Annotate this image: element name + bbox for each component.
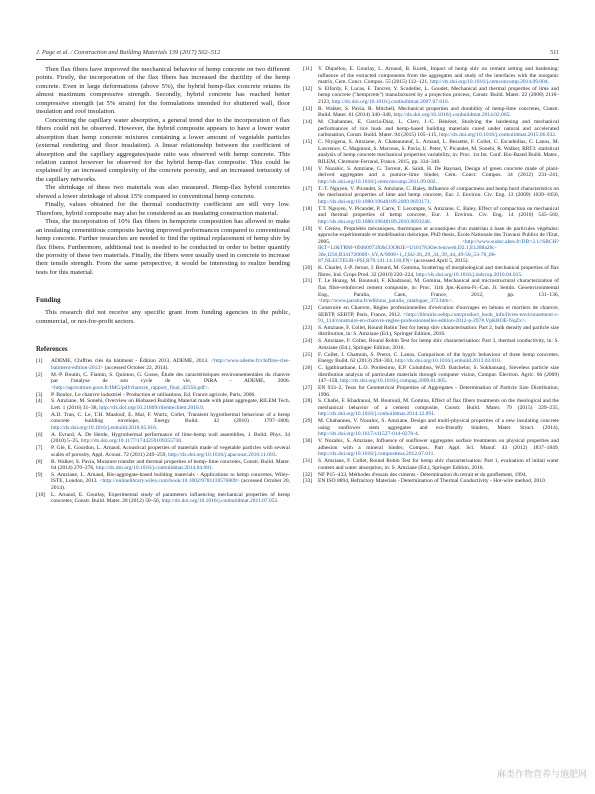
reference-item (303, 206, 559, 226)
body-paragraph: Then flax fibers have improved the mechanical behavior of hemp concrete on two different points. Firstly, the incorporation of the flax fibers has increased the ductility of the hemp concrete. Even in large deformations (above 5%), the hybrid hemp-flax concrete retains its almost maximum compressive strength. Secondly, hybrid concrete has reached better compressive strength (at 5% strain) for the formulations intended for shuttered wall, floor insulation and roof insulation. (36, 66, 290, 116)
reference-link[interactable]: http://dx.doi.org/10.1016/j.enbuild.2010.05.016 (51, 424, 156, 431)
reference-text: Construire en Chanvre, Règles professionnelles d'exécution d'ouvrages en bétons et mortiers de chanvre, SEBTP, SEBTP, Paris, France, 2012. (318, 304, 559, 318)
reference-link[interactable]: http://dx.doi.org/10.1016/j.enbuild.2013.03.010 (395, 358, 500, 365)
reference-text: M. Chabannes, V. Nozahic, S. Amziane, Design and multi-physical properties of a new insulating concrete using sunflower stem aggregates and eco-friendly binders, Mater. Struct. (2014), (318, 418, 559, 431)
reference-link[interactable]: <http://www.ademe.fr/chiffres-cles-batiment-edition-2013> (51, 358, 290, 371)
reference-number: [30] (303, 438, 313, 445)
reference-item (36, 412, 290, 432)
reference-tail: . (451, 298, 454, 305)
reference-tail: . (447, 99, 449, 106)
reference-tail: . (275, 451, 277, 458)
funding-text: This research did not receive any specific grant from funding agencies in the public, commercial, or not-for-profit sectors. (36, 309, 290, 325)
reference-item (303, 186, 559, 206)
reference-link[interactable]: http://dx.doi.org/10.1016/j.cemconcomp.2014.09.004 (429, 79, 548, 86)
watermark: 麻类作物营养与施肥网 (496, 770, 587, 780)
reference-tail: . (499, 358, 502, 365)
reference-link[interactable]: http://dx.doi.org/10.1016/j.compositesa.2012.07.011 (318, 451, 434, 458)
reference-text: C. Igathinathane, L.O. Pordesimo, E.P. Columbus, W.D. Batchelor, S. Sokhansanj, Sieveless particle size distribution analysis of particulate materials through computer vision, Comput. Electron. Agric. 66 (2009) 147–158, (318, 365, 559, 385)
reference-item (303, 365, 559, 385)
reference-tail: . (155, 424, 158, 431)
reference-number: [19] (303, 225, 313, 232)
reference-link[interactable]: http://dx.doi.org/10.1016/j.conbuildmat.2011.07.052 (161, 498, 278, 505)
reference-text: T.-T. Nguyen, V. Picandet, S. Amziane, C. Baley, Influence of compactness and hemp hurd characteristics on the mechanical properties of lime and hemp concrete, Eur. J. Environ. Civ. Eng. 13 (2009) 1039–1050, (318, 185, 559, 199)
reference-tail: (accessed October 22, 2014). (103, 364, 169, 371)
reference-text: M. Chabannes, E. Garcia-Diaz, L. Clerc, J.-C. Bénézet, Studying the hardening and mechanical performances of rice husk and hemp-based building materials cured under natural and accelerated carbonation, Constr. Build. Mater. 94 (2015) 105–115, (318, 119, 559, 139)
reference-item (303, 418, 559, 438)
reference-number: [2] (36, 371, 43, 378)
body-paragraph: Finally, values obtained for the thermal conductivity coefficient are still very low. Therefore, hybrid composite may also be considered as an insulating construction material. (36, 201, 290, 217)
reference-link[interactable]: <http://www.sudoc.abes.fr/DB=2.1//SRCH?IKT=12&TRM=09460973X&COOKIE=U10178,Klecteurweb,D2.1,E1288a28c-30e,I250,B341720000+,SY,A/9008+1,,J,H2-26,,29,,34,,39,,44,,49-50,,53-78,,80-87,NLECTEUR+PSI,R79.141.14.118,FN> (318, 238, 559, 265)
reference-text: C. Niyigena, S. Amziane, A. Chateauneuf, L. Arnaud, L. Bessette, F. Collet, C. Escadeillas, C. Lanos, M. Lawrence, C. Magniont, S. Marceau, S. Pavia, U. Peter, V. Picandet, M. Sonebi, R. Walker, RRT3: statistical analysis of hemp concrete mechanical properties variability, in: Proc. 1st Int. Conf. Bio-Based Build. Mater., RILEM, Clermont-Ferrand, France, 2015, pp. 334–340. (318, 139, 559, 165)
reference-item (303, 398, 559, 418)
reference-text: F. Collet, J. Chamoin, S. Pretot, C. Lanos, Comparison of the hygric behaviour of three hemp concretes, Energy Build. 62 (2013) 294–303, (318, 351, 559, 365)
reference-item (303, 278, 559, 304)
reference-link[interactable]: http://dx.doi.org/10.1016/j.apacoust.2010.11.003 (168, 451, 276, 458)
reference-tail: . (435, 178, 437, 185)
reference-tail: . (211, 465, 214, 472)
reference-number: [3] (36, 391, 43, 398)
reference-tail: . (433, 411, 436, 418)
reference-link[interactable]: http://dx.doi.org/10.1080/19648189.2009.9693171 (318, 198, 430, 205)
reference-number: [27] (303, 385, 313, 391)
reference-item (36, 392, 290, 399)
reference-number: [7] (36, 445, 43, 452)
reference-item (36, 432, 290, 445)
reference-tail: . (417, 431, 420, 438)
reference-tail: . (433, 451, 435, 458)
reference-item (303, 265, 559, 278)
left-column (36, 66, 290, 766)
reference-tail: . (429, 218, 431, 225)
reference-text: EN 933–2, Tests for Geometrical Properties of Aggregates - Determination of Particle Size Distribution, 1996. (318, 385, 559, 398)
reference-tail: . (207, 384, 210, 391)
reference-item (303, 66, 559, 86)
reference-item (303, 325, 559, 338)
reference-number: [15] (303, 139, 313, 146)
reference-tail: . (521, 271, 523, 278)
reference-link[interactable]: <http://agriculture.gouv.fr/IMG/pdf/chanvre_rapport_final_d2356.pdf> (51, 384, 208, 391)
reference-link[interactable]: <http://www.paralia.fr/editions_paralia_catalogue_372.htm> (318, 298, 452, 305)
reference-tail: . (554, 132, 557, 139)
reference-link[interactable]: http://dx.doi.org/10.1016/j.conbuildmat.2014.02.065 (393, 112, 510, 119)
body-paragraph: Thus, the incorporation of 10% flax fibers in hempcrete composition has allowed to make an insulating cementitious composite having improved performances compared to conventional hemp concrete. Further researches are needed to find the optimal replacement of hemp shiv by flax fibers. Furthermore, additional test is needed to be conducted in order to better quantify the porosity of these two materials. Finally, the fibers were usually used in concrete to increase their tensile strength. From the same perspective, it would be interesting to realize bending tests for this material. (36, 218, 290, 276)
reference-link[interactable]: <http://librairie.sebtp.com/product_book_info/livres-environnement-c-91_114/construire-en-chanvre-regles-professionnelles-edition-2012-p-297#.VpKBOE-NqZx> (318, 311, 559, 325)
reference-number: [4] (36, 398, 43, 405)
reference-number: [18] (303, 205, 313, 212)
reference-item (303, 166, 559, 186)
page-number: 511 (550, 48, 559, 56)
body-paragraph: Concerning the capillary water absorption, a general trend due to the incorporation of flax fibers could not be observed. However, the hybrid composite appears to have a lower water absorption than hemp concrete mixtures containing a lower amount of vegetable particles (external rendering and floor insulation). A linear relationship between the coefficient of absorption and the capillary aggregates/paste ratio was observed with hemp concrete. This relation cannot however be observed for the hybrid hemp-flax composite. This could be explained by an increased complexity of the concrete porosity, and an increased tortuosity of the capillary networks. (36, 116, 290, 183)
reference-item (36, 358, 290, 371)
reference-number: [8] (36, 458, 43, 465)
reference-text: S. Elfordy, F. Lucas, F. Tancret, Y. Scudeller, L. Goudet, Mechanical and thermal properties of lime and hemp concrete ("hempcrete") manufactured by a projection process, Constr. Build. Mater. 22 (2008) 2116–2123, (318, 85, 559, 106)
reference-text: T. Le Hoang, M. Boutouil, F. Khadraoui, M. Gomina, Mechanical and microstructural characterization of flax fibre-reinforced cement composite, in: Proc. 11th Jpn.-Korea-Fr.-Can. Jt. Semin. Geoenvironmental Eng., Paralia, Caen, France, 2012, pp. 131–136, (318, 278, 559, 298)
reference-number: [22] (303, 304, 313, 311)
reference-item (303, 338, 559, 351)
reference-list-right (303, 66, 559, 485)
reference-item (303, 478, 559, 485)
reference-item (303, 305, 559, 325)
reference-tail: . (181, 438, 183, 445)
reference-item (36, 445, 290, 458)
reference-number: [10] (36, 491, 46, 498)
reference-text: P. Glé, E. Gourdon, L. Arnaud, Acoustical properties of materials made of vegetable particles with several scales of porosity, Appl. Acoust. 72 (2011) 249–259, (51, 445, 290, 458)
reference-item (303, 352, 559, 365)
header-rule (36, 59, 559, 60)
reference-text: S. Chafei, F. Khadraoui, M. Boutouil, M. Gomina, Effect of flax fibers treatments on the rheological and the mechanical behavior of a cement composite, Constr. Build. Mater. 79 (2015) 229–235, (318, 398, 559, 411)
reference-number: [29] (303, 418, 313, 425)
reference-item (36, 372, 290, 392)
reference-number: [11] (303, 66, 312, 72)
reference-number: [5] (36, 411, 43, 418)
reference-number: [9] (36, 471, 43, 478)
reference-link[interactable]: http://dx.doi.org/10.21809/rilemtechlett.2016.9 (99, 404, 203, 411)
reference-text: V. Nozahic, S. Amziane, G. Torrent, K. Saïdi, H. De Baynast, Design of green concrete made of plant-derived aggregates and a pumice–lime binder, Cem. Concr. Compos. 34 (2012) 231–241, (318, 165, 559, 179)
reference-number: [17] (303, 185, 313, 192)
reference-number: [12] (303, 85, 313, 92)
reference-number: [25] (303, 351, 313, 358)
reference-item (303, 106, 559, 119)
reference-tail: . (509, 112, 511, 119)
reference-number: [14] (303, 119, 313, 126)
reference-link[interactable]: http://dx.doi.org/10.1016/j.compag.2009.01.005 (340, 378, 446, 385)
funding-heading: Funding (36, 297, 61, 305)
reference-text: EN ISO 8894, Refractory Materials - Determination of Thermal Conductivity - Hot-wire method, 2010. (318, 478, 547, 485)
running-header (36, 46, 559, 58)
reference-text: ADEME, Chiffres clés du bâtiment - Édition 2013, ADEME, 2013. (51, 358, 211, 365)
reference-text: Y. Diquélou, E. Gourlay, L. Arnaud, B. Kurek, Impact of hemp shiv on cement setting and hardening: influence of the extracted components from the aggregates and study of the interfaces with the inorganic matrix, Cem. Concr. Compos. 55 (2015) 112–121, (318, 66, 559, 86)
reference-text: K. Charlet, J.-P. Jernot, J. Breard, M. Gomina, Scattering of morphological and mechanical properties of flax fibres, Ind. Crops Prod. 32 (2010) 220–224, (318, 265, 559, 278)
reference-text: M.-P. Boutin, C. Flamin, S. Quinton, G. Gosse, Étude des caractéristiques environnementales du chanvre par l'analyse de son cycle de vie, INRA - ADEME, 2006. (51, 371, 290, 385)
reference-link[interactable]: http://dx.doi.org/10.1016/j.conbuildmat.2014.04.081 (95, 465, 212, 472)
reference-list-left (36, 358, 290, 505)
reference-text: S. Amziane, L. Arnaud, Bio-aggregate-based building materials - Applications to hemp concretes, Wiley-ISTE, London, 2013. (51, 471, 290, 485)
reference-item (303, 119, 559, 139)
reference-tail: . (524, 318, 527, 325)
reference-text: S. Amziane, M. Sonebi, Overview on Biobased Building Material made with plant aggregate, RILEM Tech. Lett. 1 (2016) 31–38, (51, 398, 290, 411)
reference-text: T.T. Nguyen, V. Picandet, P. Carre, T. Lecompte, S. Amziane, C. Baley, Effect of compaction on mechanical and thermal properties of hemp concrete, Eur. J. Environ. Civ. Eng. 14 (2010) 545–560, (318, 205, 559, 219)
reference-link[interactable]: http://dx.doi.org/10.1177/1744259109355730 (80, 438, 182, 445)
reference-item (303, 139, 559, 165)
reference-number: [20] (303, 265, 313, 272)
reference-item (303, 226, 559, 265)
reference-number: [28] (303, 398, 313, 405)
reference-tail: . (429, 198, 431, 205)
reference-text: R. Walker, S. Pavía, Moisture transfer and thermal properties of hemp–lime concretes, Constr. Build. Mater. 64 (2014) 270–276, (51, 458, 290, 472)
reference-number: [1] (36, 358, 43, 365)
reference-tail: . (547, 79, 549, 86)
reference-number: [16] (303, 165, 313, 172)
reference-item (36, 492, 290, 505)
reference-item (303, 86, 559, 106)
reference-number: [33] (303, 478, 313, 485)
body-paragraph: The shrinkage of these two materials was also measured. Hemp-flax hybrid concretes showed a lower shrinkage of about 15% compared to conventional hemp concrete. (36, 184, 290, 200)
reference-text: V. Nozahic, S. Amziane, Influence of sunflower aggregates surface treatments on physical properties and adhesion with a mineral binder, Compos. Part Appl. Sci. Manuf. 43 (2012) 1837–1849, (318, 438, 559, 451)
journal-citation: J. Page et al. / Construction and Building Materials 139 (2017) 502–512 (36, 48, 221, 56)
right-column (303, 66, 559, 766)
reference-link[interactable]: <http://onlinelibrary.wiley.com/book/10.1002/9781118576809> (99, 478, 240, 485)
reference-text: L. Arnaud, E. Gourlay, Experimental study of parameters influencing mechanical properties of hemp concretes, Constr. Build. Mater. 28 (2012) 50–56, (51, 491, 290, 505)
reference-item (36, 398, 290, 411)
reference-text: NF P15–433, Méthodes d'essais des ciments - Détermination du retrait et du gonflement, 1994. (318, 471, 528, 478)
reference-item (36, 459, 290, 472)
reference-item (303, 458, 559, 471)
reference-link[interactable]: http://dx.doi.org/10.1080/19648189.2010.9693246 (318, 218, 430, 225)
reference-link[interactable]: http://dx.doi.org/10.1016/j.conbuildmat.2015.06.032 (439, 132, 555, 139)
reference-tail: (accessed October 20, 2014). (51, 478, 290, 491)
reference-item (36, 472, 290, 492)
references-heading: References (36, 346, 68, 354)
reference-number: [23] (303, 324, 313, 331)
reference-link[interactable]: http://dx.doi.org/10.1016/j.conbuildmat.2007.07.016 (331, 99, 448, 106)
reference-text: S. Amziane, F. Collet, Round Robin Test for hemp shiv characterisation: Part 3, thermal conductivity, in: S. Amziane (Ed.), Springer Edition, 2016. (318, 338, 559, 351)
reference-link[interactable]: http://dx.doi.org/10.1617/s11527-014-0276-4 (318, 431, 418, 438)
reference-item (303, 385, 559, 398)
reference-text: S. Amziane, F. Collet, Round Robin Test for hemp shiv characterisation: Part 1, evaluation of initial water content and water absorption, in: S. Amziane (Ed.), Springer Edition, 2016. (318, 458, 559, 471)
reference-item (303, 438, 559, 458)
reference-number: [6] (36, 431, 43, 438)
reference-number: [31] (303, 458, 313, 465)
reference-text: A.D. Tran, C. Le, T.H. Maalouf, E. Mal, F. Wurtz, Collet, Transient hygrothermal behaviour of a hemp concrete building envelope, Energy Build. 42 (2010) 1797–1806, (51, 411, 290, 425)
reference-number: [26] (303, 365, 313, 372)
reference-number: [21] (303, 278, 313, 285)
reference-text: P. Bouloc, Le chanvre industriel - Production et utilisations, Ed. France agricole, Paris, 2006. (51, 391, 256, 398)
reference-number: [24] (303, 338, 313, 345)
reference-tail: . (202, 404, 205, 411)
reference-link[interactable]: http://dx.doi.org/10.1016/j.indcrop.2010.04.015 (415, 271, 522, 278)
reference-text: A. Evrard, A. De Herde, Hygrothermal performance of lime-hemp wall assemblies, J. Build. Phys. 34 (2010) 5–25, (51, 431, 290, 445)
reference-link[interactable]: http://dx.doi.org/10.1016/j.cemconcomp.2011.09.002 (318, 178, 436, 185)
reference-number: [32] (303, 471, 313, 478)
reference-text: S. Amziane, F. Collet, Round Robin Test for hemp shiv characterisation: Part 2, bulk density and particle size distribution, in: S. Amziane (Ed.), Springer Edition, 2016. (318, 324, 559, 338)
reference-text: R. Walker, S. Pavía, R. Mitchell, Mechanical properties and durability of hemp-lime concretes, Constr. Build. Mater. 61 (2014) 340–348, (318, 105, 559, 119)
reference-tail: . (445, 378, 448, 385)
reference-tail: . (277, 498, 279, 505)
reference-tail: (accessed April 5, 2015). (412, 258, 469, 265)
reference-number: [13] (303, 105, 313, 112)
reference-text: V. Cérézo, Propriétés mécaniques, thermiques et acoustiques d'un matériau à base de particules végétales: approche expérimentale et modélisation théorique, PhD thesis, École Nationale des Travaux Publics de l'Etat, 2005. (318, 225, 559, 245)
reference-link[interactable]: http://dx.doi.org/10.1016/j.conbuildmat.2014.12.091 (318, 411, 434, 418)
